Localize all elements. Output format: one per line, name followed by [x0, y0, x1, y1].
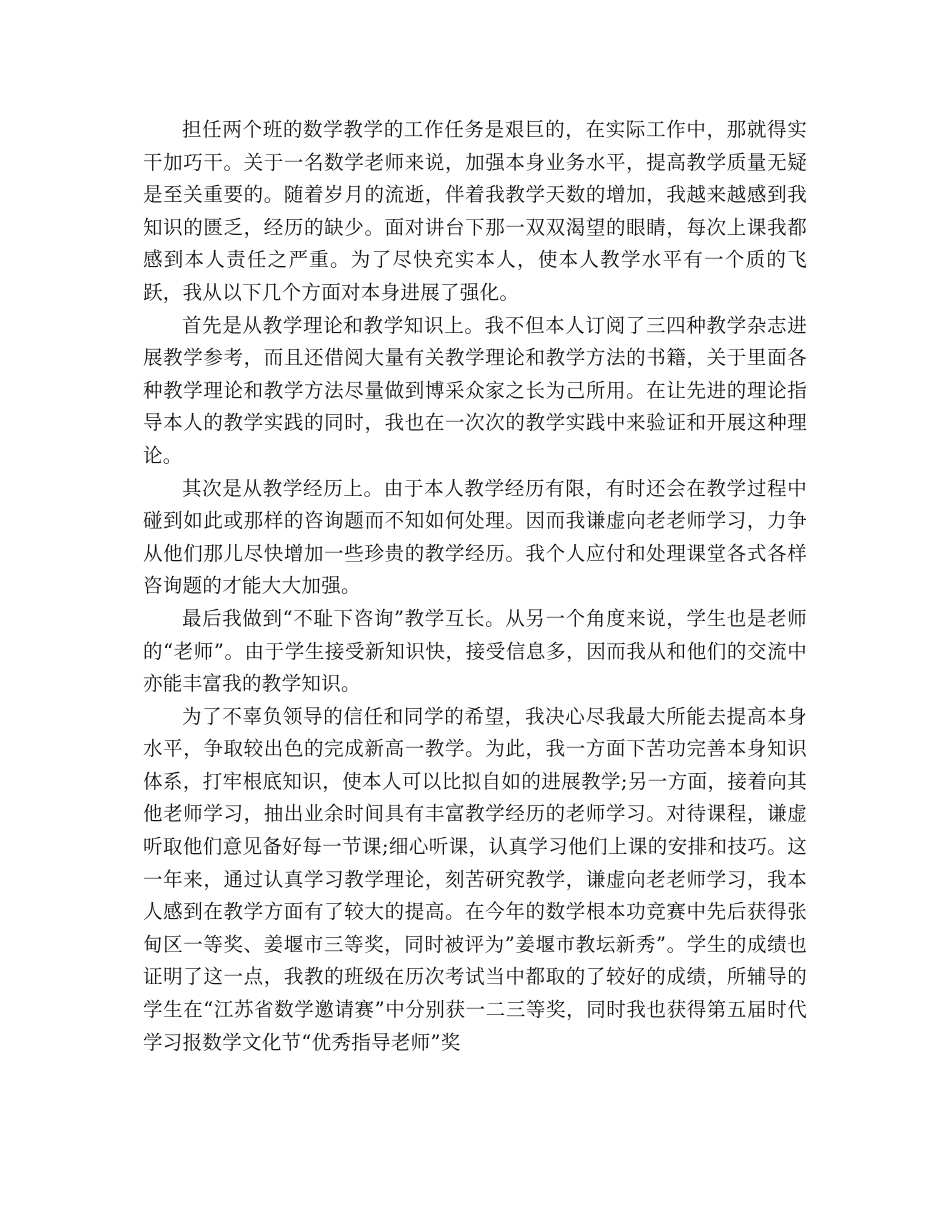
document-body — [143, 114, 807, 1059]
paragraph-achievements: 为了不辜负领导的信任和同学的希望，我决心尽我最大所能去提高本身水平，争取较出色的完成新高一教学。为此，我一方面下苦功完善本身知识体系，打牢根底知识，使本人可以比拟自如的进展教学;另一方面，接着向其他老师学习，抽出业余时间具有丰富教学经历的老师学习。对待课程，谦虚听取他们意见备好每一节课;细心听课，认真学习他们上课的安排和技巧。这一年来，通过认真学习教学理论，刻苦研究教学，谦虚向老老师学习，我本人感到在教学方面有了较大的提高。在今年的数学根本功竞赛中先后获得张甸区一等奖、姜堰市三等奖，同时被评为”姜堰市教坛新秀”。学生的成绩也证明了这一点，我教的班级在历次考试当中都取的了较好的成绩，所辅导的学生在“江苏省数学邀请赛”中分别获一二三等奖，同时我也获得第五届时代学习报数学文化节“优秀指导老师”奖 — [143, 704, 807, 1054]
paragraph-teaching-experience: 其次是从教学经历上。由于本人教学经历有限，有时还会在教学过程中碰到如此或那样的咨询题而不知如何处理。因而我谦虚向老老师学习，力争从他们那儿尽快增加一些珍贵的教学经历。我个人应付和处理课堂各式各样咨询题的才能大大加强。 — [143, 476, 807, 598]
paragraph-workload: 担任两个班的数学教学的工作任务是艰巨的，在实际工作中，那就得实干加巧干。关于一名数学老师来说，加强本身业务水平，提高教学质量无疑是至关重要的。随着岁月的流逝，伴着我教学天数的增加，我越来越感到我知识的匮乏，经历的缺少。面对讲台下那一双双渴望的眼睛，每次上课我都感到本人责任之严重。为了尽快充实本人，使本人教学水平有一个质的飞跃，我从以下几个方面对本身进展了强化。 — [143, 118, 807, 304]
paragraph-learn-from-students: 最后我做到“不耻下咨询”教学互长。从另一个角度来说，学生也是老师的“老师”。由于学生接受新知识快，接受信息多，因而我从和他们的交流中亦能丰富我的教学知识。 — [143, 606, 807, 696]
paragraph-theory-knowledge: 首先是从教学理论和教学知识上。我不但本人订阅了三四种教学杂志进展教学参考，而且还借阅大量有关教学理论和教学方法的书籍，关于里面各种教学理论和教学方法尽量做到博采众家之长为己所用。在让先进的理论指导本人的教学实践的同时，我也在一次次的教学实践中来验证和开展这种理论。 — [143, 313, 807, 467]
